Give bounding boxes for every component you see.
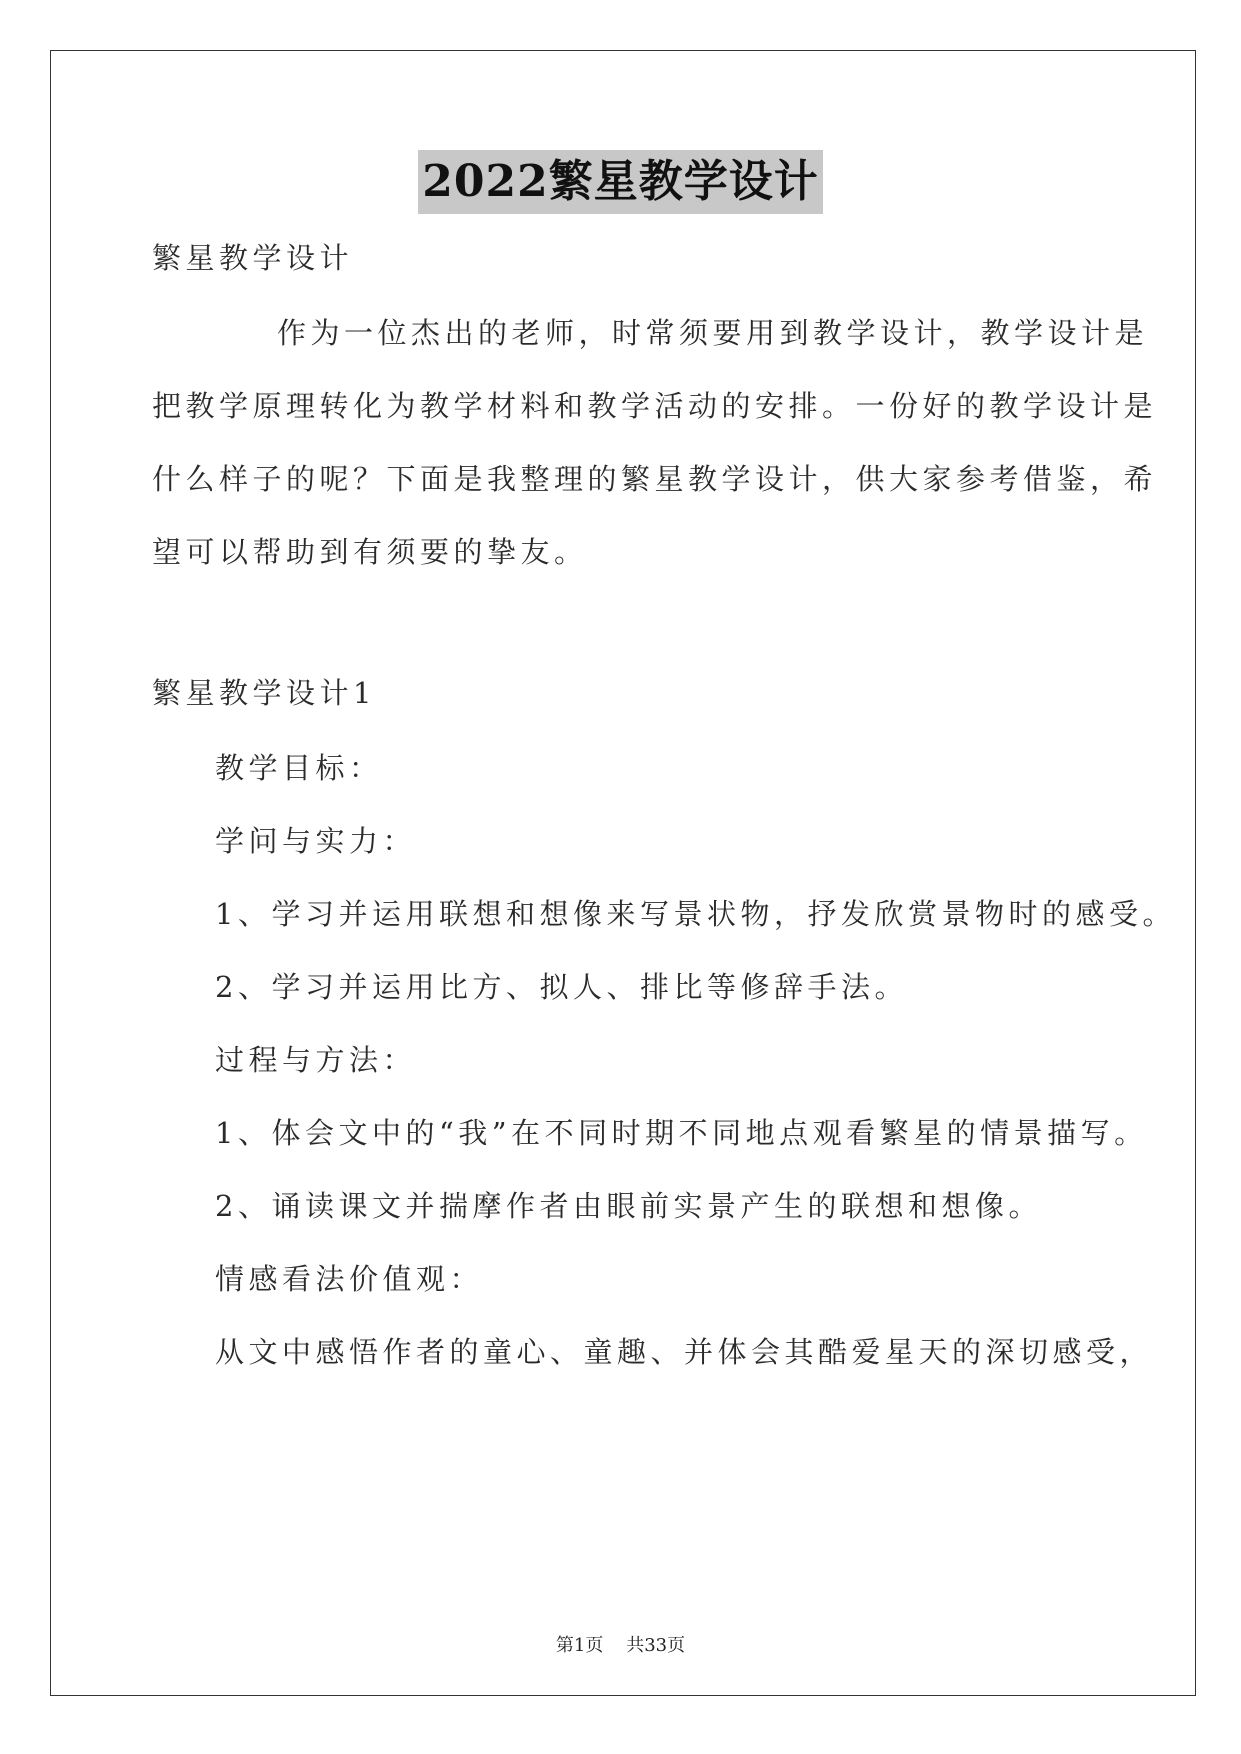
intro-paragraph-line: 作为一位杰出的老师，时常须要用到教学设计，教学设计是 bbox=[277, 316, 1149, 350]
body-line: 1、体会文中的“我”在不同时期不同地点观看繁星的情景描写。 bbox=[215, 1116, 1148, 1150]
section-heading-1: 繁星教学设计1 bbox=[152, 676, 376, 710]
document-title: 2022繁星教学设计 bbox=[418, 150, 822, 214]
body-line: 2、诵读课文并揣摩作者由眼前实景产生的联想和想像。 bbox=[215, 1189, 1042, 1223]
body-line: 1、学习并运用联想和想像来写景状物，抒发欣赏景物时的感受。 bbox=[215, 897, 1176, 931]
body-line: 2、学习并运用比方、拟人、排比等修辞手法。 bbox=[215, 970, 908, 1004]
section-heading: 繁星教学设计 bbox=[152, 241, 354, 275]
body-line: 教学目标： bbox=[215, 751, 383, 785]
intro-paragraph-line: 把教学原理转化为教学材料和教学活动的安排。一份好的教学设计是 bbox=[152, 389, 1158, 423]
intro-paragraph-line: 望可以帮助到有须要的挚友。 bbox=[152, 535, 588, 569]
title-container bbox=[0, 150, 1241, 214]
body-line: 从文中感悟作者的童心、童趣、并体会其酷爱星天的深切感受， bbox=[215, 1335, 1154, 1369]
page-footer: 第1页 共33页 bbox=[555, 1635, 686, 1656]
body-line: 学问与实力： bbox=[215, 824, 417, 858]
intro-paragraph-line: 什么样子的呢？下面是我整理的繁星教学设计，供大家参考借鉴，希 bbox=[152, 462, 1158, 496]
body-line: 情感看法价值观： bbox=[215, 1262, 484, 1296]
body-line: 过程与方法： bbox=[215, 1043, 417, 1077]
page-border bbox=[50, 50, 1196, 1696]
